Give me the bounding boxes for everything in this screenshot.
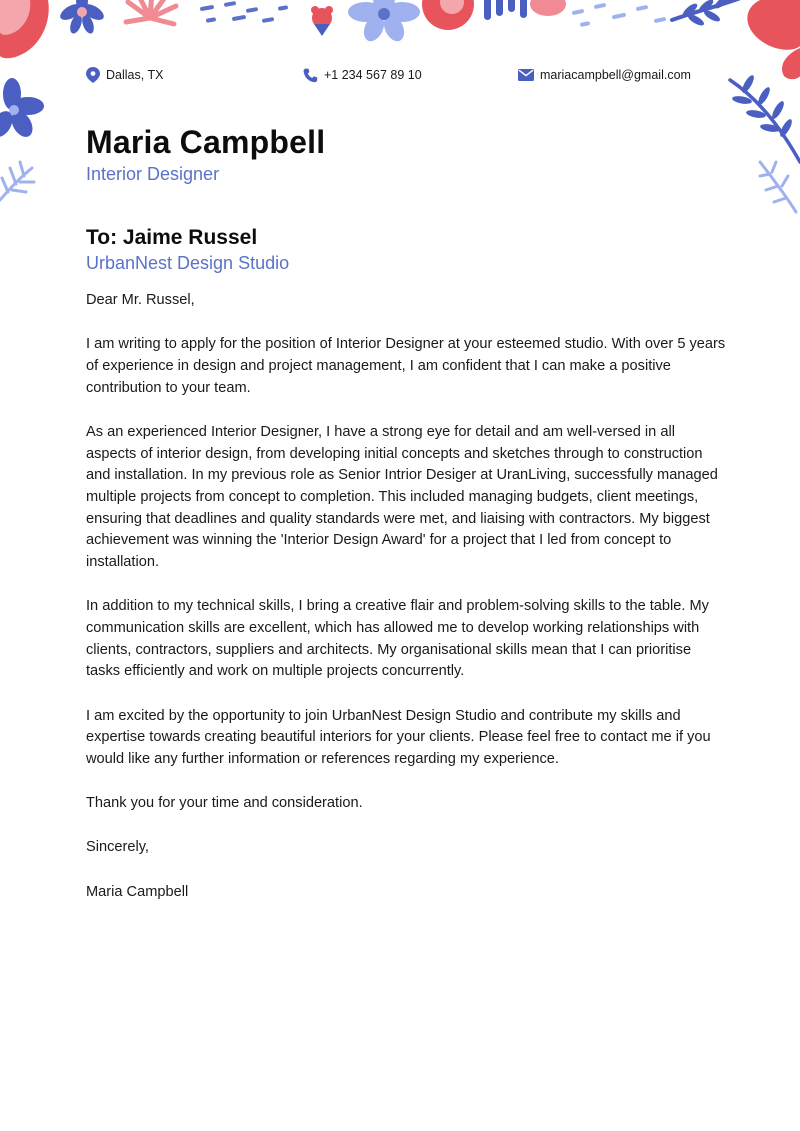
- contact-row: [86, 64, 706, 86]
- location-text: Dallas, TX: [106, 68, 164, 82]
- sender-title: Interior Designer: [86, 164, 220, 184]
- paragraph: As an experienced Interior Designer, I have a strong eye for detail and am well-versed in all aspects of interior design, from developing initial concepts and sketches through to construction and installation. In my previous role as Senior Intrior Desiger at UranLiving, successfully managed multiple projects from concept to completion. This included managing budgets, client meetings, ensuring that deadlines and quality standards were met, and liaising with contractors. My biggest achievement was winning the 'Interior Design Award' for a project that I led from concept to installation.: [86, 423, 718, 571]
- paragraph: Thank you for your time and consideration.: [86, 795, 363, 812]
- email-text: mariacampbell@gmail.com: [540, 68, 691, 82]
- paragraph: I am excited by the opportunity to join UrbanNest Design Studio and contribute my skills and expertise towards creating beautiful interiors for your clients. Please feel free to contact me if you would like any further information or references regarding my experience.: [86, 707, 711, 767]
- paragraph: I am writing to apply for the position of Interior Designer at your esteemed studio. With over 5 years of experience in design and project management, I am confident that I can make a positive contribution to your team.: [86, 336, 726, 396]
- email-item: [518, 64, 691, 86]
- closing: Sincerely,: [86, 839, 149, 856]
- location-item: [86, 64, 163, 86]
- phone-icon: [303, 68, 318, 83]
- paragraph: In addition to my technical skills, I bring a creative flair and problem-solving skills to the table. My communication skills are excellent, which has allowed me to develop working relationships with clients, contractors, suppliers and architects. My organisational skills mean that I can prioritise tasks efficiently and work on multiple projects concurrently.: [86, 598, 709, 680]
- recipient-company: UrbanNest Design Studio: [86, 253, 290, 273]
- greeting: Dear Mr. Russel,: [86, 292, 195, 308]
- recipient-name: To: Jaime Russel: [86, 226, 258, 249]
- phone-item: [303, 64, 422, 86]
- signature: Maria Campbell: [86, 883, 189, 900]
- floral-decoration: [0, 0, 800, 240]
- sender-name: Maria Campbell: [86, 124, 326, 160]
- letter-body: [86, 290, 726, 926]
- location-pin-icon: [86, 67, 100, 83]
- phone-text: +1 234 567 89 10: [324, 68, 422, 82]
- email-icon: [518, 69, 534, 81]
